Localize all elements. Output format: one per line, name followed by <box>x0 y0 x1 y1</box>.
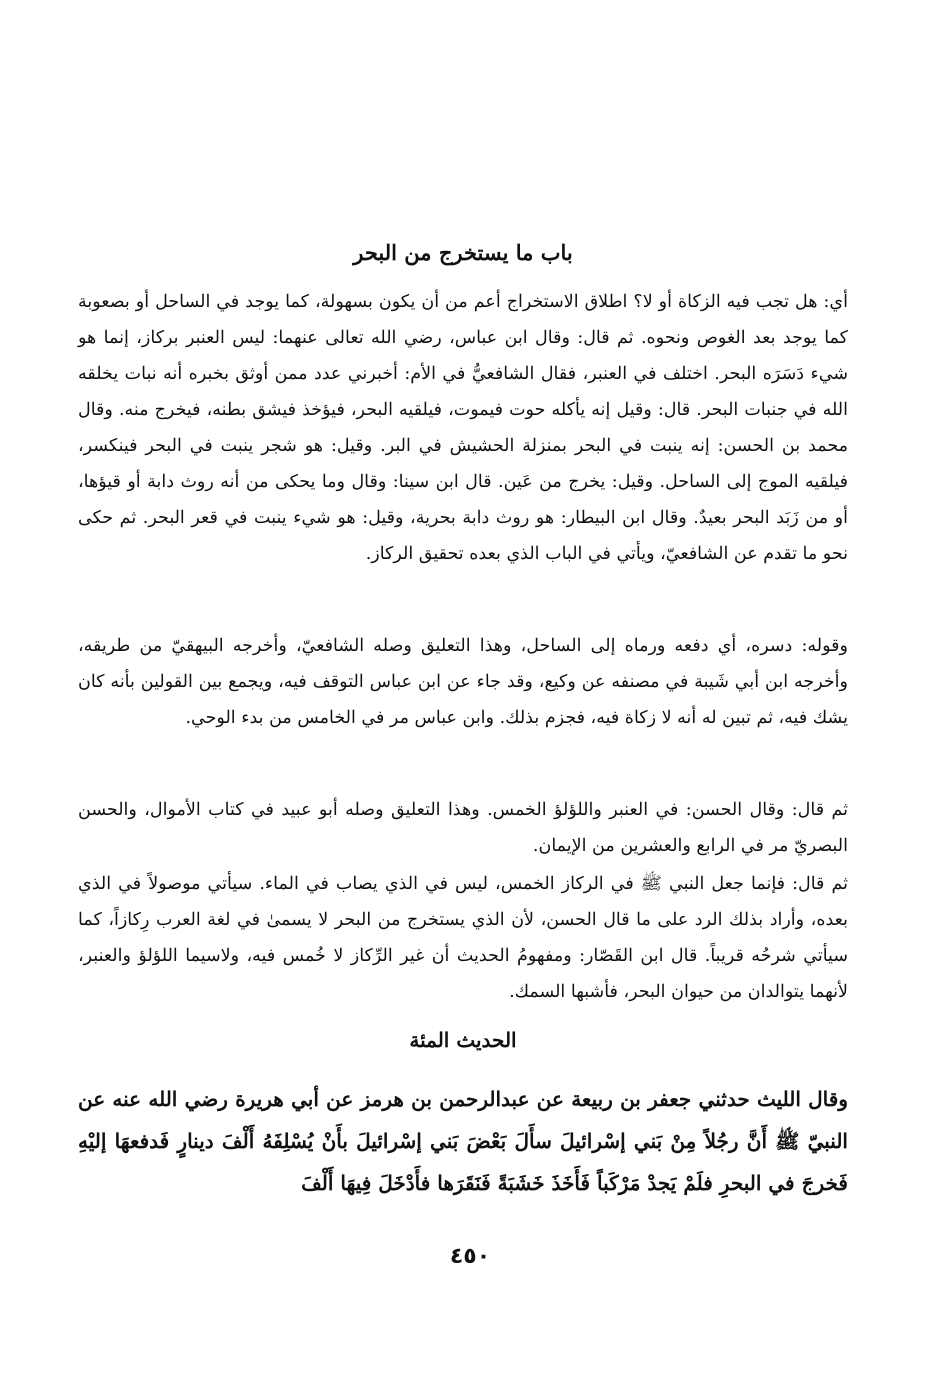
hadith-text: وقال الليث حدثني جعفر بن ربيعة عن عبدالرحمن بن هرمز عن أبي هريرة رضي الله عنه عن النبيّ ﷺ أَنَّ رجُلاً مِنْ بَني إسْرائيلَ سأَلَ بَعْضَ بَني إسْرائيلَ بأَنْ يُسْلِفَهُ أَلْفَ دينارٍ فَدفعهَا إليْهِ فَخرجَ في البحرِ فلَمْ يَجدْ مَرْكَباً فَأَخَذَ خَشَبَةً فَنَقَرَها فأَدْخَلَ فِيهَا أَلْفَ <box>78 1087 848 1195</box>
commentary-paragraph-2: وقوله: دسره، أي دفعه ورماه إلى الساحل، وهذا التعليق وصله الشافعيّ، وأخرجه البيهقيّ من طريقه، وأخرجه ابن أبي شَيبة في مصنفه عن وكيع، وقد جاء عن ابن عباس التوقف فيه، ويجمع بين القولين بأنه كان يشك فيه، ثم تبين له أنه لا زكاة فيه، فجزم بذلك. وابن عباس مر في الخامس من بدء الوحي. <box>78 636 848 728</box>
hadith-heading: الحديث المئة <box>409 1028 517 1052</box>
commentary-paragraph-3: ثم قال: وقال الحسن: في العنبر واللؤلؤ الخمس. وهذا التعليق وصله أبو عبيد في كتاب الأموال، والحسن البصريّ مر في الرابع والعشرين من الإيمان. <box>78 800 848 856</box>
chapter-title: باب ما يستخرج من البحر <box>353 240 573 265</box>
page-number: ٤٥٠ <box>449 1244 491 1269</box>
commentary-paragraph-1: أي: هل تجب فيه الزكاة أو لا؟ اطلاق الاستخراج أعم من أن يكون بسهولة، كما يوجد في الساحل أو بصعوبة كما يوجد بعد الغوص ونحوه. ثم قال: وقال ابن عباس، رضي الله تعالى عنهما: ليس العنبر بركاز، إنما هو شيء دَسَرَه البحر. اختلف في العنبر، فقال الشافعيُّ في الأم: أخبرني عدد ممن أوثق بخبره أنه نبات يخلقه الله في جنبات البحر. قال: وقيل إنه يأكله حوت فيموت، فيلقيه البحر، فيؤخذ فيشق بطنه، فيخرج منه. وقال محمد بن الحسن: إنه ينبت في البحر بمنزلة الحشيش في البر. وقيل: هو شجر ينبت في البحر فينكسر، فيلقيه الموج إلى الساحل. وقيل: يخرج من عَين. قال ابن سينا: وقال وما يحكى من أنه روث دابة أو قيؤها، أو من زَبَد البحر بعيدٌ. وقال ابن البيطار: هو روث دابة بحرية، وقيل: هو شيء ينبت في قعر البحر. ثم حكى نحو ما تقدم عن الشافعيّ، ويأتي في الباب الذي بعده تحقيق الركاز. <box>78 292 848 564</box>
commentary-paragraph-4: ثم قال: فإنما جعل النبي ﷺ في الركاز الخمس، ليس في الذي يصاب في الماء. سيأتي موصولاً في الذي بعده، وأراد بذلك الرد على ما قال الحسن، لأن الذي يستخرج من البحر لا يسمىٰ في لغة العرب رِكازاً، كما سيأتي شرحُه قريباً. قال ابن القَصّار: ومفهومُ الحديث أن غير الرِّكاز لا خُمس فيه، ولاسيما اللؤلؤ والعنبر، لأنهما يتوالدان من حيوان البحر، فأشبها السمك. <box>78 874 848 1002</box>
